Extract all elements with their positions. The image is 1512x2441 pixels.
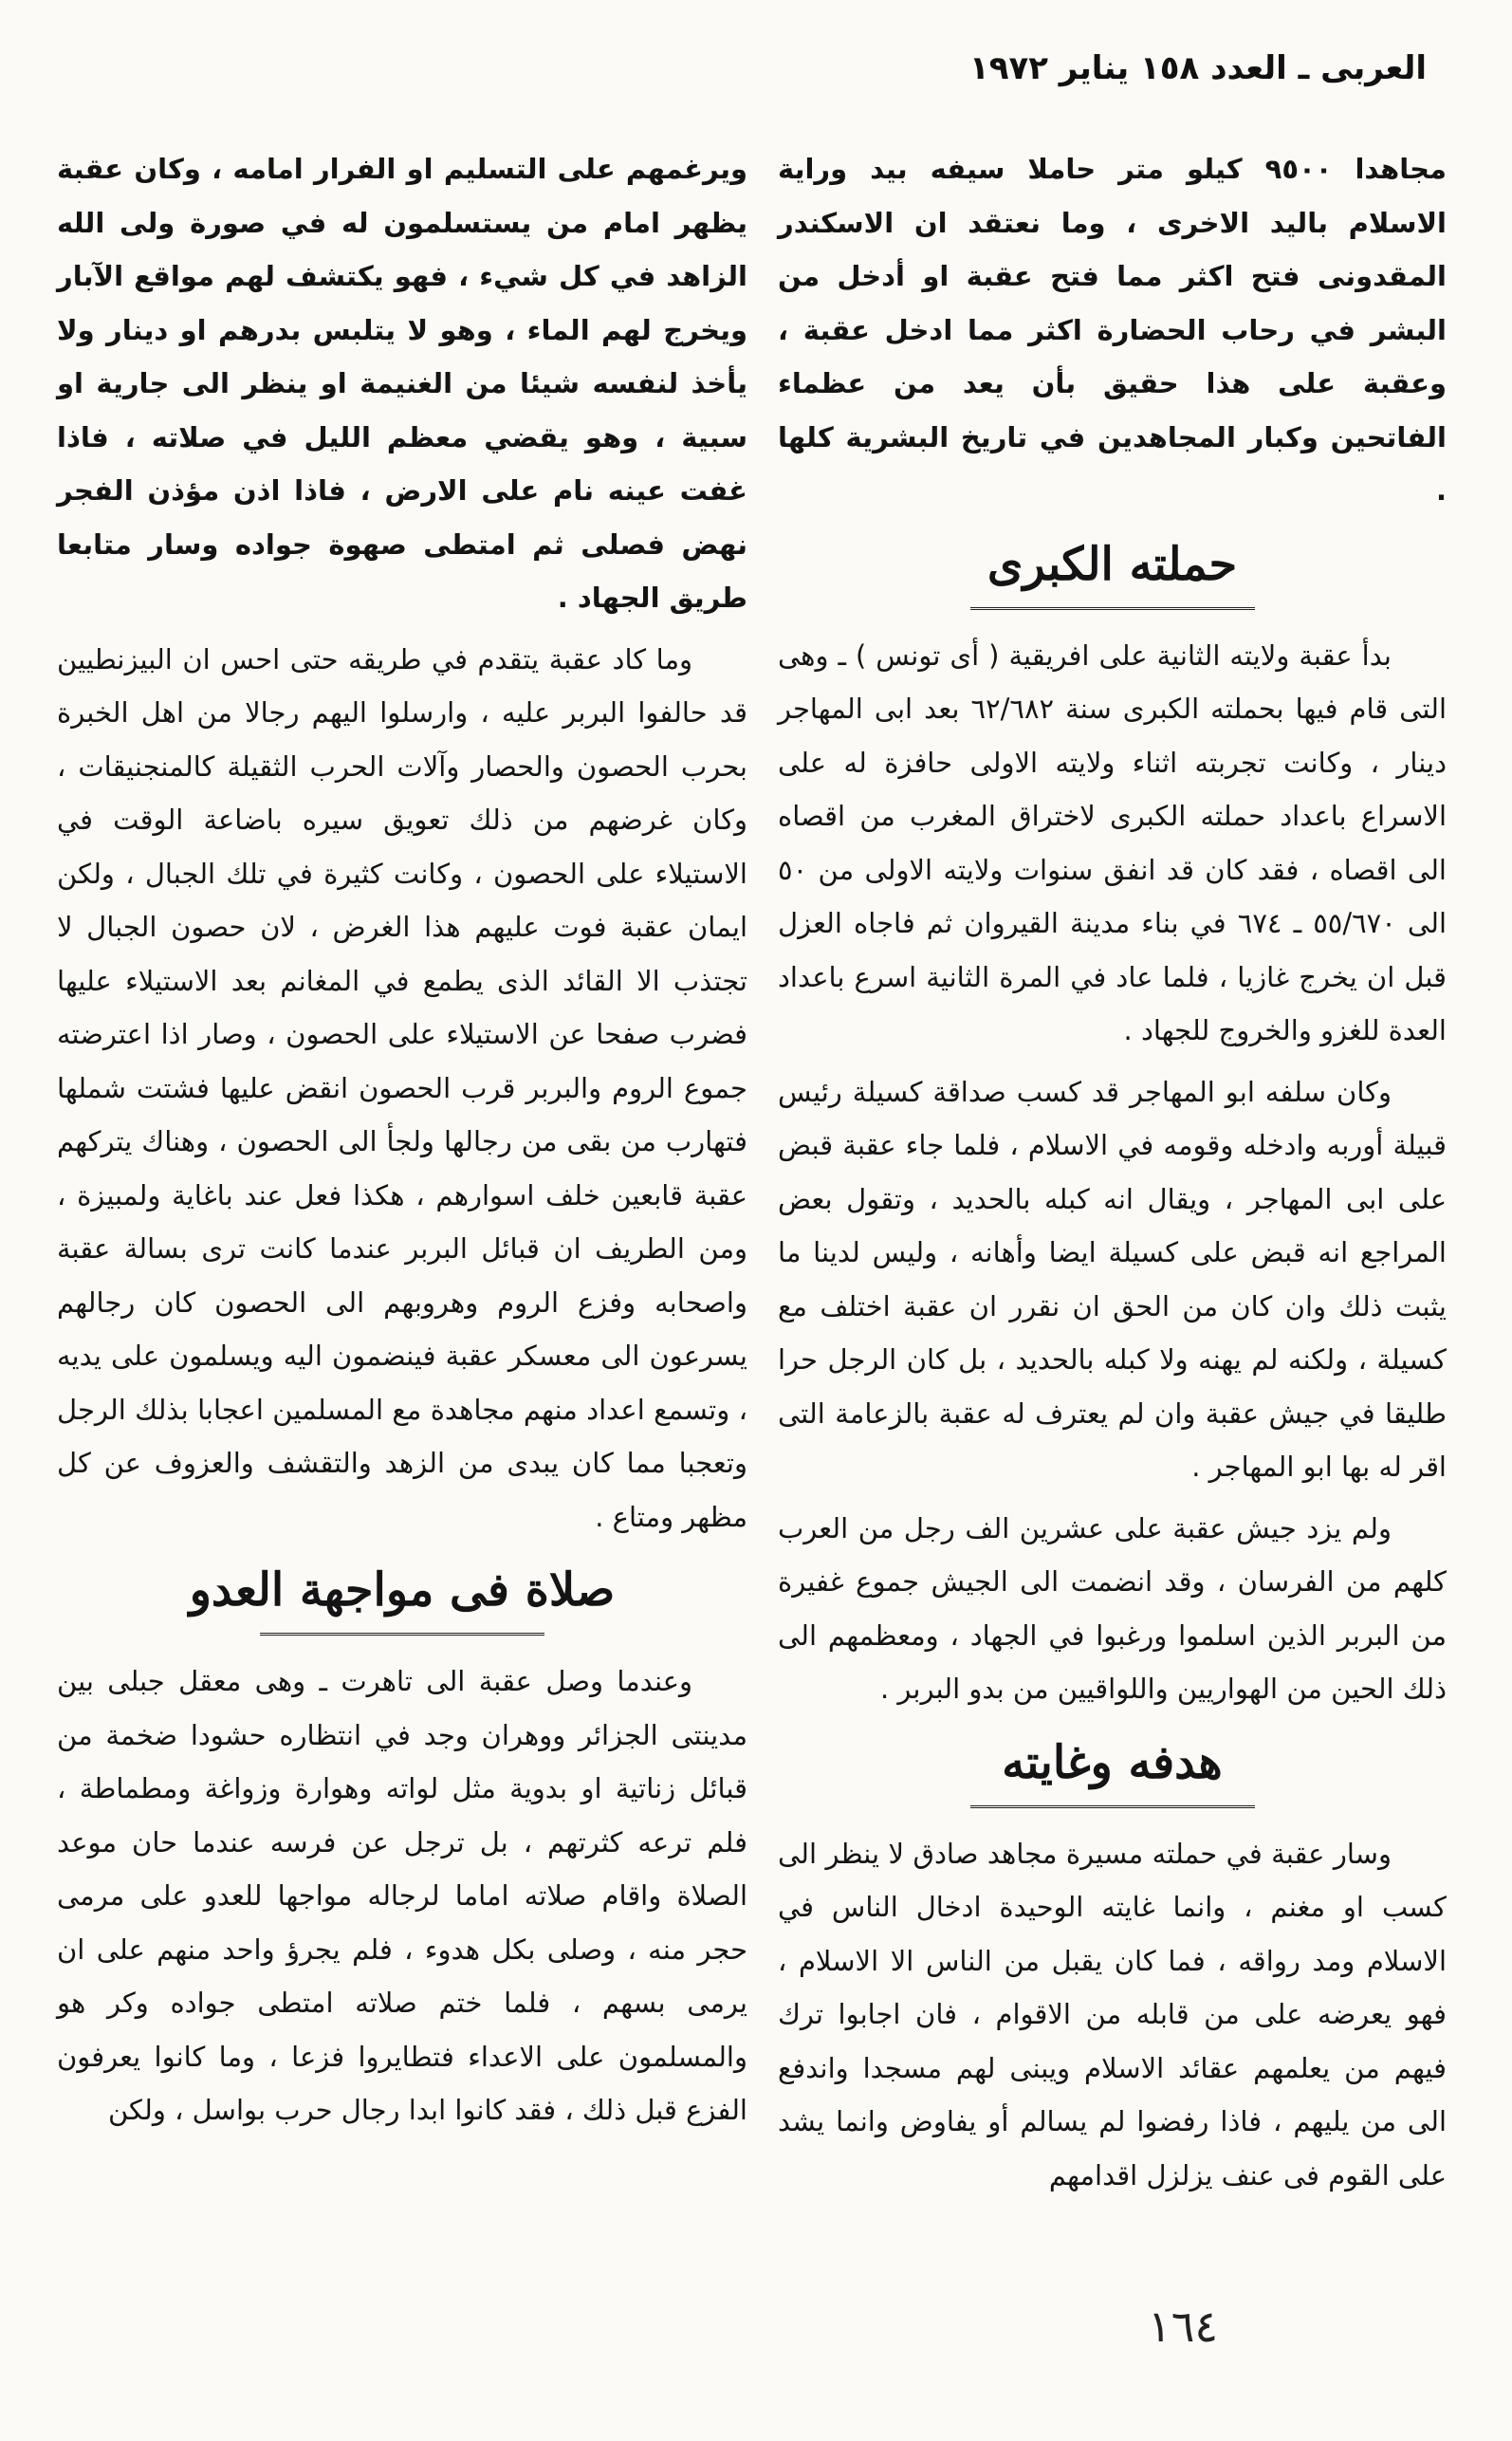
goal-paragraph-1: وسار عقبة في حملته مسيرة مجاهد صادق لا ينظر الى كسب او مغنم ، وانما غايته الوحيدة ادخال الناس في الاسلام ومد رواقه ، فما كان يقبل من الناس الا الاسلام ، فهو يعرضه على من قابله من الاقوام ، فان اجابوا ترك فيهم من يعلمهم عقائد الاسلام ويبنى لهم مسجدا واندفع الى من يليهم ، فاذا رفضوا لم يسالم أو يفاوض وانما يشد على القوم فى عنف يزلزل اقدامهم [778, 1837, 1447, 2191]
campaign-paragraph-3: ولم يزد جيش عقبة على عشرين الف رجل من العرب كلهم من الفرسان ، وقد انضمت الى الجيش جموع غفيرة من البربر الذين اسلموا ورغبوا في الجهاد ، ومعظمهم الى ذلك الحين من الهواريين واللواقيين من بدو البربر . [778, 1511, 1447, 1705]
page-header: العربى ـ العدد ١٥٨ يناير ١٩٧٢ [968, 49, 1427, 87]
section-divider [260, 1623, 544, 1636]
section-title-prayer: صلاة فى مواجهة العدو [189, 1563, 616, 1617]
campaign-paragraph-2: وكان سلفه ابو المهاجر قد كسب صداقة كسيلة رئيس قبيلة أوربه وادخله وقومه في الاسلام ، فلما جاء عقبة قبض على ابى المهاجر ، ويقال انه كبله بالحديد ، وتقول بعض المراجع انه قبض على كسيلة ايضا وأهانه ، وليس لدينا ما يثبت ذلك وان كان من الحق ان نقرر ان عقبة اختلف مع كسيلة ، ولكنه لم يهنه ولا كبله بالحديد ، بل كان الرجل حرا طليقا في جيش عقبة وان لم يعترف له عقبة بالزعامة التى اقر له بها ابو المهاجر . [778, 1075, 1447, 1483]
section-title-campaign: حملته الكبرى [986, 537, 1238, 591]
section-divider [970, 598, 1255, 610]
left-column [57, 142, 747, 2145]
intro-paragraph: مجاهدا ٩٥٠٠ كيلو متر حاملا سيفه بيد وراية الاسلام باليد الاخرى ، وما نعتقد ان الاسكندر المقدونى فتح اكثر مما فتح عقبة او أدخل من البشر في رحاب الحضارة اكثر مما ادخل عقبة ، وعقبة على هذا حقيق بأن يعد من عظماء الفاتحين وكبار المجاهدين في تاريخ البشرية كلها . [778, 153, 1447, 507]
section-divider [970, 1796, 1255, 1808]
prayer-paragraph-1: وعندما وصل عقبة الى تاهرت ـ وهى معقل جبلى بين مدينتى الجزائر ووهران وجد في انتظاره حشودا ضخمة من قبائل زناتية او بدوية مثل لواته وهوارة وزواغة ومطماطة ، فلم ترعه كثرتهم ، بل ترجل عن فرسه عندما حان موعد الصلاة واقام صلاته اماما لرجاله مواجها للعدو على مرمى حجر منه ، وصلى بكل هدوء ، فلم يجرؤ واحد منهم على ان يرمى بسهم ، فلما ختم صلاته امتطى جواده وكر هو والمسلمون على الاعداء فتطايروا فزعا ، وما كانوا يعرفون الفزع قبل ذلك ، فقد كانوا ابدا رجال حرب بواسل ، ولكن [57, 1665, 747, 2126]
page-number: ١٦٤ [1148, 2301, 1219, 2352]
left-paragraph-2: وما كاد عقبة يتقدم في طريقه حتى احس ان البيزنطيين قد حالفوا البربر عليه ، وارسلوا اليهم رجالا من اهل الخبرة بحرب الحصون والحصار وآلات الحرب الثقيلة كالمنجنيقات ، وكان غرضهم من ذلك تعويق سيره باضاعة الوقت في الاستيلاء على الحصون ، وكانت كثيرة في تلك الجبال ، ولكن ايمان عقبة فوت عليهم هذا الغرض ، لان حصون الجبال لا تجتذب الا القائد الذى يطمع في المغانم بعد الاستيلاء عليها فضرب صفحا عن الاستيلاء على الحصون ، وصار اذا اعترضته جموع الروم والبربر قرب الحصون انقض عليها فشتت شملها فتهارب من بقى من رجالها ولجأ الى الحصون ، وهناك يتركهم عقبة قابعين خلف اسوارهم ، هكذا فعل عند باغاية ولمبيزة ، ومن الطريف ان قبائل البربر عندما كانت ترى بسالة عقبة واصحابه وفزع الروم وهروبهم الى الحصون كان رجالهم يسرعون الى معسكر عقبة فينضمون اليه ويسلمون على يديه ، وتسمع اعداد منهم مجاهدة مع المسلمين اعجابا بذلك الرجل وتعجبا مما كان يبدى من الزهد والتقشف والعزوف عن كل مظهر ومتاع . [57, 642, 747, 1533]
right-column [778, 142, 1447, 2210]
left-paragraph-1: ويرغمهم على التسليم او الفرار امامه ، وكان عقبة يظهر امام من يستسلمون له في صورة ولى الله الزاهد في كل شيء ، فهو يكتشف لهم مواقع الآبار ويخرج لهم الماء ، وهو لا يتلبس بدرهم او دينار ولا يأخذ لنفسه شيئا من الغنيمة او ينظر الى جارية او سبية ، وهو يقضي معظم الليل في صلاته ، فاذا غفت عينه نام على الارض ، فاذا اذن مؤذن الفجر نهض فصلى ثم امتطى صهوة جواده وسار متابعا طريق الجهاد . [57, 153, 747, 614]
section-title-goal: هدفه وغايته [1002, 1735, 1223, 1789]
campaign-paragraph-1: بدأ عقبة ولايته الثانية على افريقية ( أى تونس ) ـ وهى التى قام فيها بحملته الكبرى سنة ٦٢/٦٨٢ بعد ابى المهاجر دينار ، وكانت تجربته اثناء ولايته الاولى حافزة له على الاسراع باعداد حملته الكبرى لاختراق المغرب من اقصاه الى اقصاه ، فقد كان قد انفق سنوات ولايته الاولى من ٥٠ الى ٥٥/٦٧٠ ـ ٦٧٤ في بناء مدينة القيروان ثم فاجاه العزل قبل ان يخرج غازيا ، فلما عاد في المرة الثانية اسرع باعداد العدة للغزو والخروج للجهاد . [778, 638, 1447, 1046]
